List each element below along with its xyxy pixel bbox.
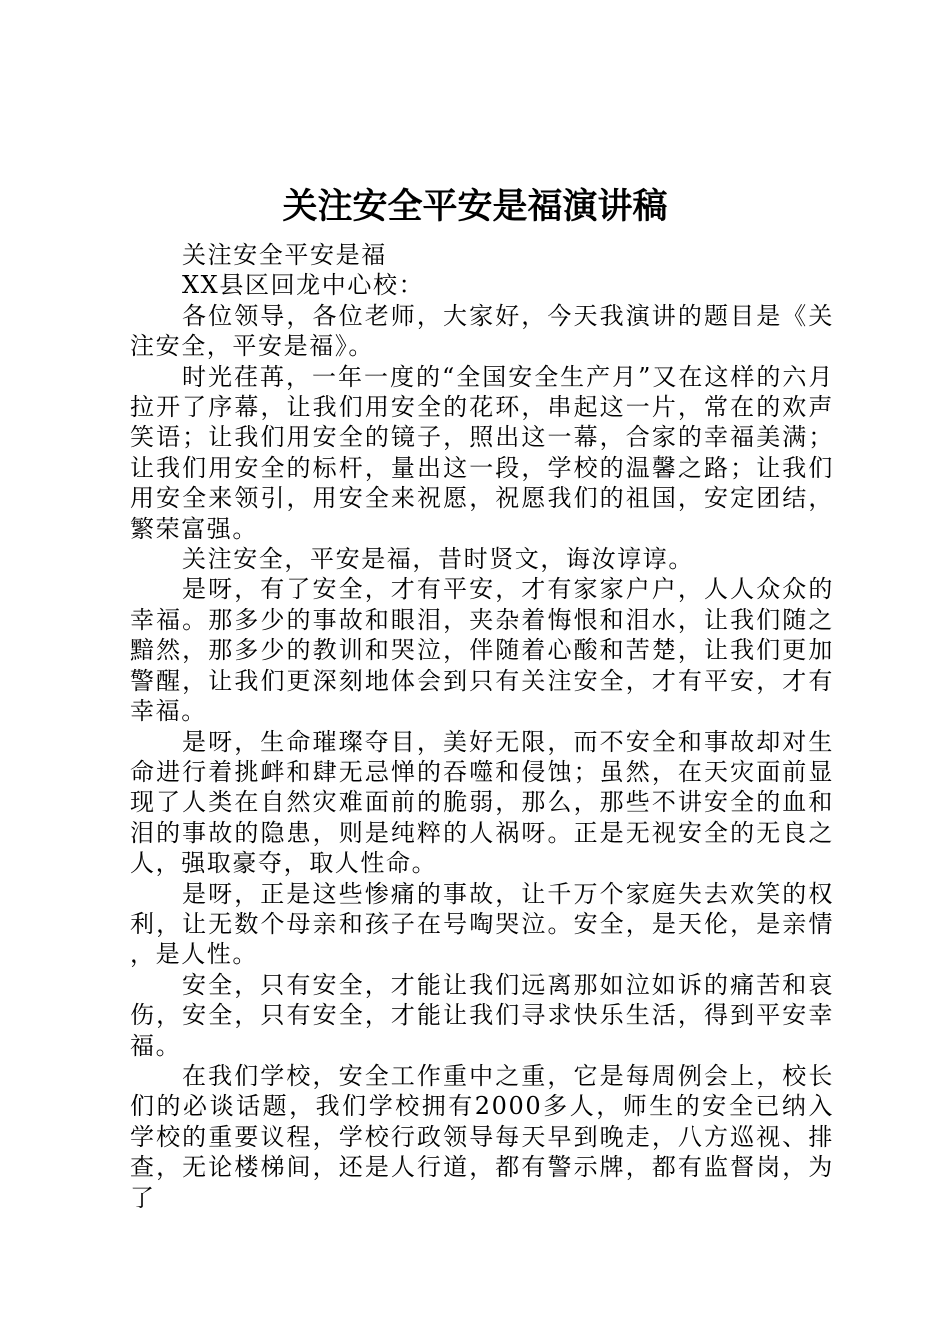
paragraph: XX县区回龙中心校： [182,271,425,300]
paragraph: 是呀，生命璀璨夺目，美好无限，而不安全和事故却对生命进行着挑衅和肆无忌惮的吞噬和侵蚀；虽然，在天灾面前显现了人类在自然灾难面前的脆弱，那么，那些不讲安全的血和泪的事故的隐患，则是纯粹的人祸呀。正是无视安全的无良之人，强取豪夺，取人性命。 [130,727,834,878]
paragraph: 关注安全，平安是福，昔时贤文，诲汝谆谆。 [182,545,694,574]
paragraph: 各位领导，各位老师，大家好，今天我演讲的题目是《关注安全，平安是福》。 [130,301,834,361]
document-title: 关注安全平安是福演讲稿 [282,186,668,227]
paragraph: 安全，只有安全，才能让我们远离那如泣如诉的痛苦和哀伤，安全，只有安全，才能让我们寻求快乐生活，得到平安幸福。 [130,970,834,1060]
document-body [130,240,834,1213]
paragraph: 在我们学校，安全工作重中之重，它是每周例会上，校长们的必谈话题，我们学校拥有2000多人，师生的安全已纳入学校的重要议程，学校行政领导每天早到晚走，八方巡视、排查，无论楼梯间，还是人行道，都有警示牌，都有监督岗，为了 [130,1061,834,1212]
paragraph: 是呀，正是这些惨痛的事故，让千万个家庭失去欢笑的权利，让无数个母亲和孩子在号啕哭泣。安全，是天伦，是亲情，是人性。 [130,879,834,969]
paragraph: 关注安全平安是福 [182,241,387,269]
paragraph: 时光荏苒，一年一度的“全国安全生产月”又在这样的六月拉开了序幕，让我们用安全的花环，串起这一片，常在的欢声笑语；让我们用安全的镜子，照出这一幕，合家的幸福美满；让我们用安全的标杆，量出这一段，学校的温馨之路；让我们用安全来领引，用安全来祝愿，祝愿我们的祖国，安定团结，繁荣富强。 [130,362,834,543]
paragraph: 是呀，有了安全，才有平安，才有家家户户，人人众众的幸福。那多少的事故和眼泪，夹杂着悔恨和泪水，让我们随之黯然，那多少的教训和哭泣，伴随着心酸和苦楚，让我们更加警醒，让我们更深刻地体会到只有关注安全，才有平安，才有幸福。 [130,575,834,726]
